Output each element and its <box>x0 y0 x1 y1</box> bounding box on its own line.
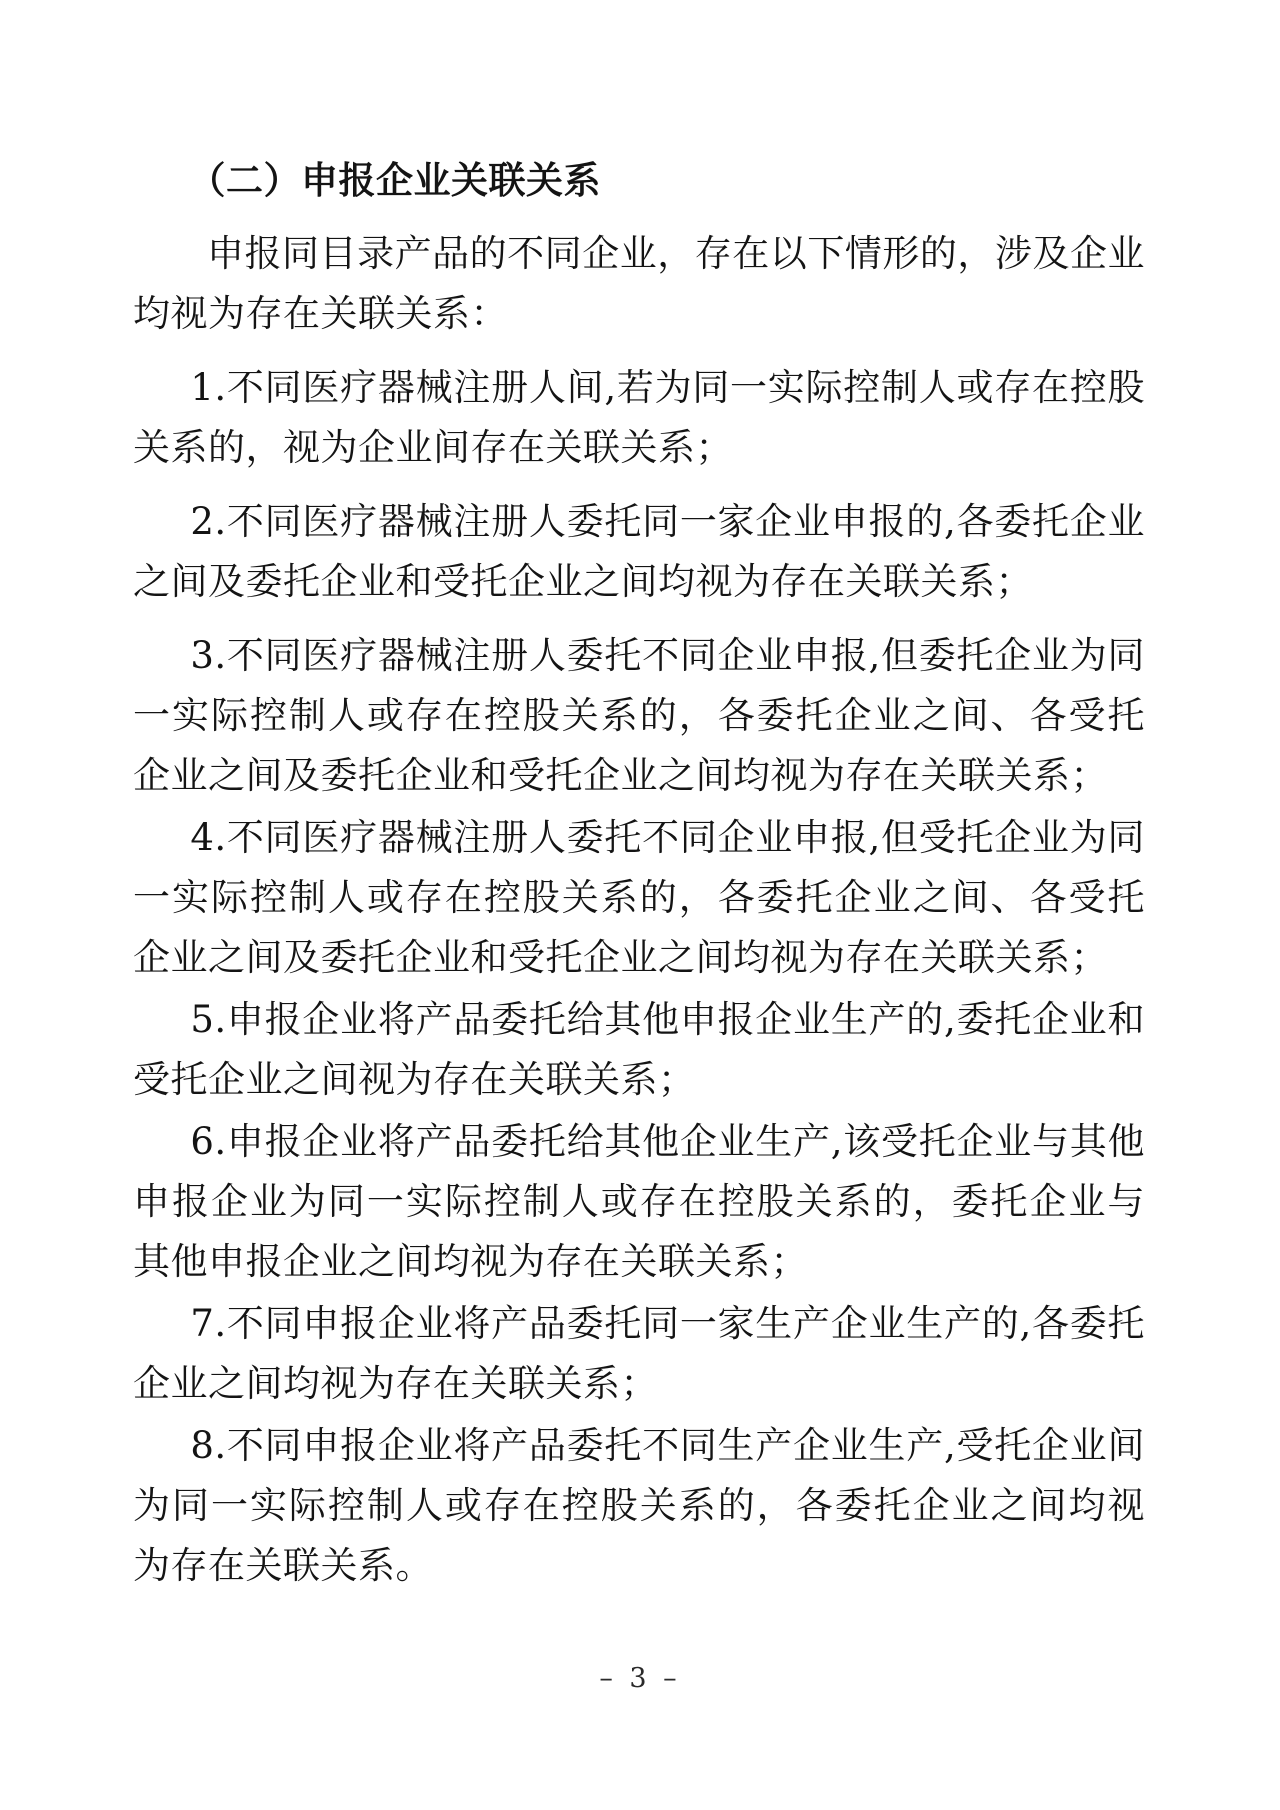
list-item-2: 2.不同医疗器械注册人委托同一家企业申报的,各委托企业之间及委托企业和受托企业之间均视为存在关联关系； <box>133 500 1145 603</box>
document-body <box>133 150 1145 1596</box>
intro-paragraph: 申报同目录产品的不同企业，存在以下情形的，涉及企业均视为存在关联关系： <box>133 232 1145 335</box>
list-item-1: 1.不同医疗器械注册人间,若为同一实际控制人或存在控股关系的，视为企业间存在关联关系； <box>133 366 1145 469</box>
list-item-5: 5.申报企业将产品委托给其他申报企业生产的,委托企业和受托企业之间视为存在关联关系； <box>133 998 1145 1101</box>
list-item-4: 4.不同医疗器械注册人委托不同企业申报,但受托企业为同一实际控制人或存在控股关系的，各委托企业之间、各受托企业之间及委托企业和受托企业之间均视为存在关联关系； <box>133 816 1145 979</box>
list-item-8: 8.不同申报企业将产品委托不同生产企业生产,受托企业间为同一实际控制人或存在控股关系的，各委托企业之间均视为存在关联关系。 <box>133 1424 1145 1587</box>
list-item-7: 7.不同申报企业将产品委托同一家生产企业生产的,各委托企业之间均视为存在关联关系； <box>133 1302 1145 1405</box>
page-number: – 3 – <box>599 1663 681 1694</box>
section-heading: （二）申报企业关联关系 <box>188 158 601 202</box>
list-item-6: 6.申报企业将产品委托给其他企业生产,该受托企业与其他申报企业为同一实际控制人或存在控股关系的，委托企业与其他申报企业之间均视为存在关联关系； <box>133 1120 1145 1283</box>
list-item-3: 3.不同医疗器械注册人委托不同企业申报,但委托企业为同一实际控制人或存在控股关系的，各委托企业之间、各受托企业之间及委托企业和受托企业之间均视为存在关联关系； <box>133 634 1145 797</box>
